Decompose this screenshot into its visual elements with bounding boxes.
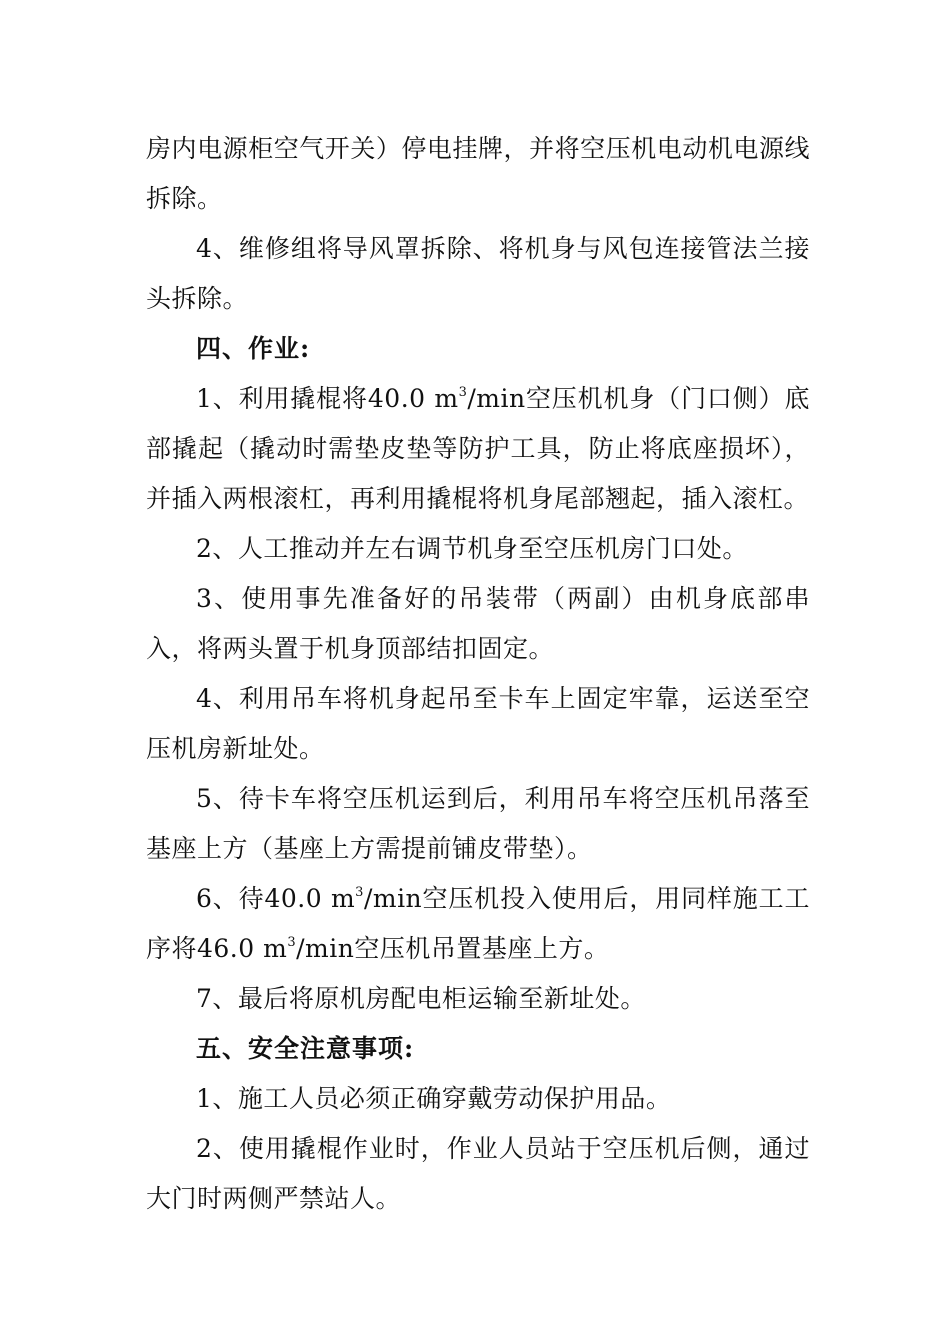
paragraph-operation-step-4: 4、利用吊车将机身起吊至卡车上固定牢靠，运送至空压机房新址处。	[146, 684, 810, 763]
paragraph-power-off: 房内电源柜空气开关）停电挂牌，并将空压机电动机电源线拆除。	[146, 134, 810, 213]
paragraph-operation-step-2: 2、人工推动并左右调节机身至空压机房门口处。	[196, 534, 748, 563]
section-heading-safety: 五、安全注意事项:	[196, 1034, 415, 1063]
document-body	[146, 124, 810, 1224]
paragraph-operation-step-7: 7、最后将原机房配电柜运输至新址处。	[196, 984, 646, 1013]
paragraph-safety-step-2: 2、使用撬棍作业时，作业人员站于空压机后侧，通过大门时两侧严禁站人。	[146, 1134, 810, 1213]
paragraph-operation-step-1	[146, 374, 810, 524]
text-segment: /min空压机吊置基座上方。	[296, 934, 610, 963]
superscript: 3	[458, 385, 468, 400]
superscript: 3	[355, 885, 364, 900]
superscript: 3	[287, 935, 297, 950]
text-segment: /min空压机机身（门口侧）底部撬起（撬动时需垫皮垫等防护工具，防止将底座损坏），并插入两根滚杠，再利用撬棍将机身尾部翘起，插入滚杠。	[146, 384, 810, 513]
text-segment: 1、利用撬棍将40.0 m	[196, 384, 459, 413]
paragraph-safety-step-1: 1、施工人员必须正确穿戴劳动保护用品。	[196, 1084, 672, 1113]
paragraph-operation-step-3: 3、使用事先准备好的吊装带（两副）由机身底部串入，将两头置于机身顶部结扣固定。	[146, 584, 810, 663]
text-segment: 6、待40.0 m	[196, 884, 356, 913]
section-heading-operation: 四、作业:	[196, 334, 311, 363]
text-segment: /min空压机投入使用后，用同样施工工序将46.0 m	[146, 884, 810, 963]
paragraph-operation-step-5: 5、待卡车将空压机运到后，利用吊车将空压机吊落至基座上方（基座上方需提前铺皮带垫）。	[146, 784, 810, 863]
paragraph-operation-step-6	[146, 874, 810, 974]
paragraph-step-4-dismantle: 4、维修组将导风罩拆除、将机身与风包连接管法兰接头拆除。	[146, 234, 810, 313]
